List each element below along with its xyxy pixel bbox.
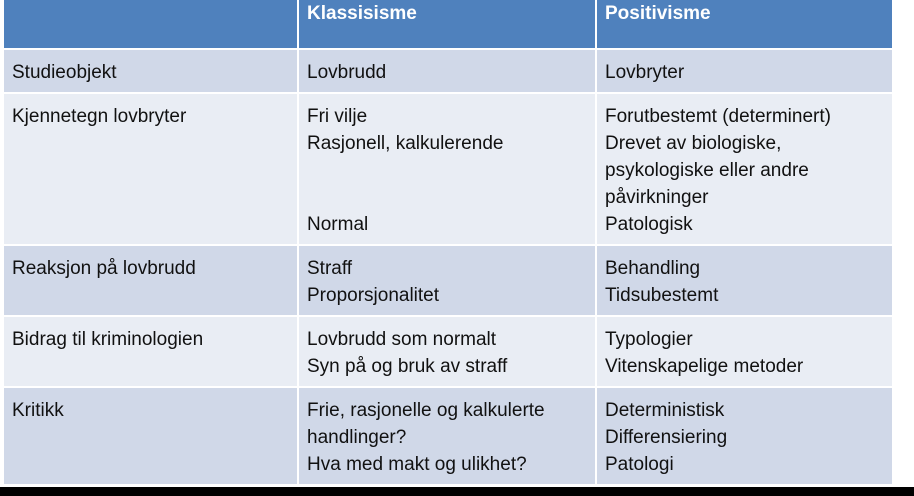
cell-line: Behandling [605,258,701,279]
header-klassisisme: Klassisisme [298,0,596,49]
cell-line: Rasjonell, kalkulerende [307,133,504,154]
cell-line: psykologiske eller andre [605,160,809,181]
cell-klassisisme [298,245,596,316]
cell-line: Proporsjonalitet [307,285,440,306]
comparison-table [4,0,892,486]
cell-line: Patologisk [605,214,693,235]
table-row [4,387,892,485]
bottom-black-bar [0,487,914,496]
row-label: Reaksjon på lovbrudd [4,245,298,316]
cell-klassisisme [298,93,596,245]
table-row [4,49,892,93]
cell-line: handlinger? [307,427,407,448]
cell-klassisisme [298,387,596,485]
cell-positivisme [596,387,892,485]
row-label: Bidrag til kriminologien [4,316,298,387]
cell-line: Patologi [605,454,674,475]
row-label: Studieobjekt [4,49,298,93]
cell-line: Lovbrudd [307,62,387,83]
cell-line [307,184,595,211]
cell-line [307,157,595,184]
cell-positivisme [596,316,892,387]
cell-line: Straff [307,258,353,279]
cell-line: Normal [307,214,369,235]
cell-line: påvirkninger [605,187,709,208]
header-empty [4,0,298,49]
table-row [4,316,892,387]
cell-line: Syn på og bruk av straff [307,356,508,377]
row-label: Kritikk [4,387,298,485]
cell-line: Frie, rasjonelle og kalkulerte [307,400,545,421]
cell-line: Forutbestemt (determinert) [605,106,831,127]
cell-line: Drevet av biologiske, [605,133,782,154]
cell-line: Fri vilje [307,106,368,127]
cell-line: Hva med makt og ulikhet? [307,454,527,475]
header-row [4,0,892,49]
cell-line: Lovbrudd som normalt [307,329,497,350]
cell-positivisme [596,49,892,93]
cell-line: Tidsubestemt [605,285,719,306]
cell-line: Deterministisk [605,400,725,421]
cell-positivisme [596,93,892,245]
cell-positivisme [596,245,892,316]
table-row [4,93,892,245]
cell-line: Typologier [605,329,693,350]
header-positivisme: Positivisme [596,0,892,49]
cell-line: Differensiering [605,427,728,448]
row-label: Kjennetegn lovbryter [4,93,298,245]
cell-line: Vitenskapelige metoder [605,356,804,377]
table-row [4,245,892,316]
cell-line: Lovbryter [605,62,685,83]
cell-klassisisme [298,49,596,93]
cell-klassisisme [298,316,596,387]
